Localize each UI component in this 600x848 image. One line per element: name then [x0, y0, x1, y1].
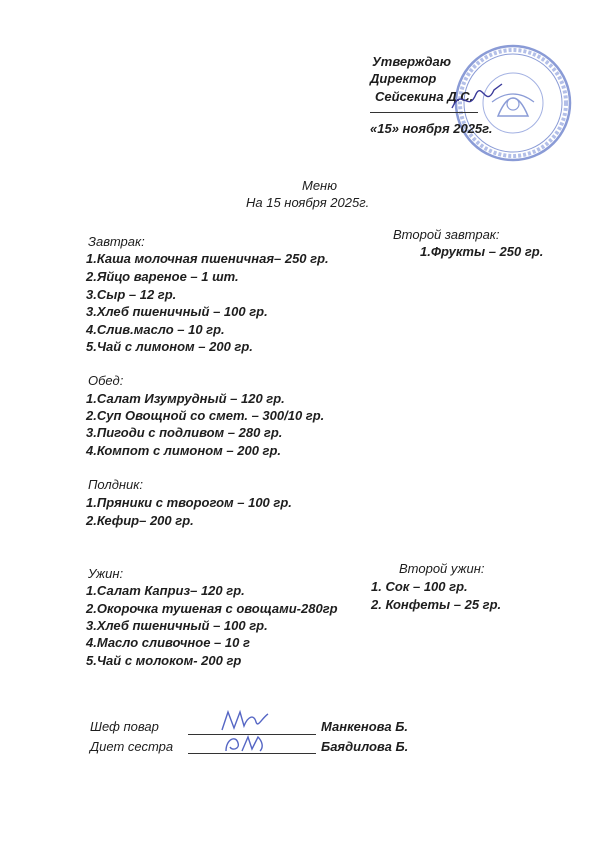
list-item: 3.Хлеб пшеничный – 100 гр.: [86, 618, 268, 633]
list-item: 4.Масло сливочное – 10 г: [86, 635, 250, 650]
list-item: 2.Суп Овощной со смет. – 300/10 гр.: [86, 408, 325, 423]
menu-title: Меню: [302, 178, 337, 193]
list-item: 1.Пряники с творогом – 100 гр.: [86, 495, 292, 510]
director-name: Сейсекина Д.С.: [375, 89, 474, 104]
dinner-title: Ужин:: [88, 566, 124, 581]
list-item: 3.Сыр – 12 гр.: [86, 287, 177, 302]
list-item: 2.Кефир– 200 гр.: [86, 513, 194, 528]
menu-date: На 15 ноября 2025г.: [246, 195, 370, 210]
list-item: 5.Чай с молоком- 200 гр: [86, 653, 242, 668]
chef-role: Шеф повар: [90, 719, 159, 734]
list-item: 5.Чай с лимоном – 200 гр.: [86, 339, 253, 354]
lunch-title: Обед:: [88, 373, 124, 388]
list-item: 3.Хлеб пшеничный – 100 гр.: [86, 304, 268, 319]
list-item: 4.Компот с лимоном – 200 гр.: [86, 443, 282, 458]
director-signature-icon: [448, 78, 508, 118]
list-item: 2. Конфеты – 25 гр.: [371, 597, 502, 612]
list-item: 1.Фрукты – 250 гр.: [420, 244, 544, 259]
second-dinner-title: Второй ужин:: [399, 561, 485, 576]
second-breakfast-title: Второй завтрак:: [393, 227, 500, 242]
diet-signature-icon: [220, 731, 268, 757]
diet-name: Баядилова Б.: [321, 739, 409, 754]
list-item: 1.Салат Изумрудный – 120 гр.: [86, 391, 285, 406]
list-item: 2.Яйцо вареное – 1 шт.: [86, 269, 239, 284]
list-item: 1.Салат Каприз– 120 гр.: [86, 583, 245, 598]
list-item: 3.Пигоди с подливом – 280 гр.: [86, 425, 283, 440]
list-item: 4.Слив.масло – 10 гр.: [86, 322, 225, 337]
approve-label: Утверждаю: [372, 54, 451, 69]
list-item: 2.Окорочка тушеная с овощами-280гр: [86, 601, 338, 616]
list-item: 1. Сок – 100 гр.: [371, 579, 468, 594]
chef-name: Манкенова Б.: [321, 719, 409, 734]
approval-date: «15» ноября 2025г.: [370, 121, 493, 136]
diet-role: Диет сестра: [90, 739, 174, 754]
snack-title: Полдник:: [88, 477, 144, 492]
director-label: Директор: [370, 71, 437, 86]
breakfast-title: Завтрак:: [88, 234, 145, 249]
list-item: 1.Каша молочная пшеничная– 250 гр.: [86, 251, 329, 266]
